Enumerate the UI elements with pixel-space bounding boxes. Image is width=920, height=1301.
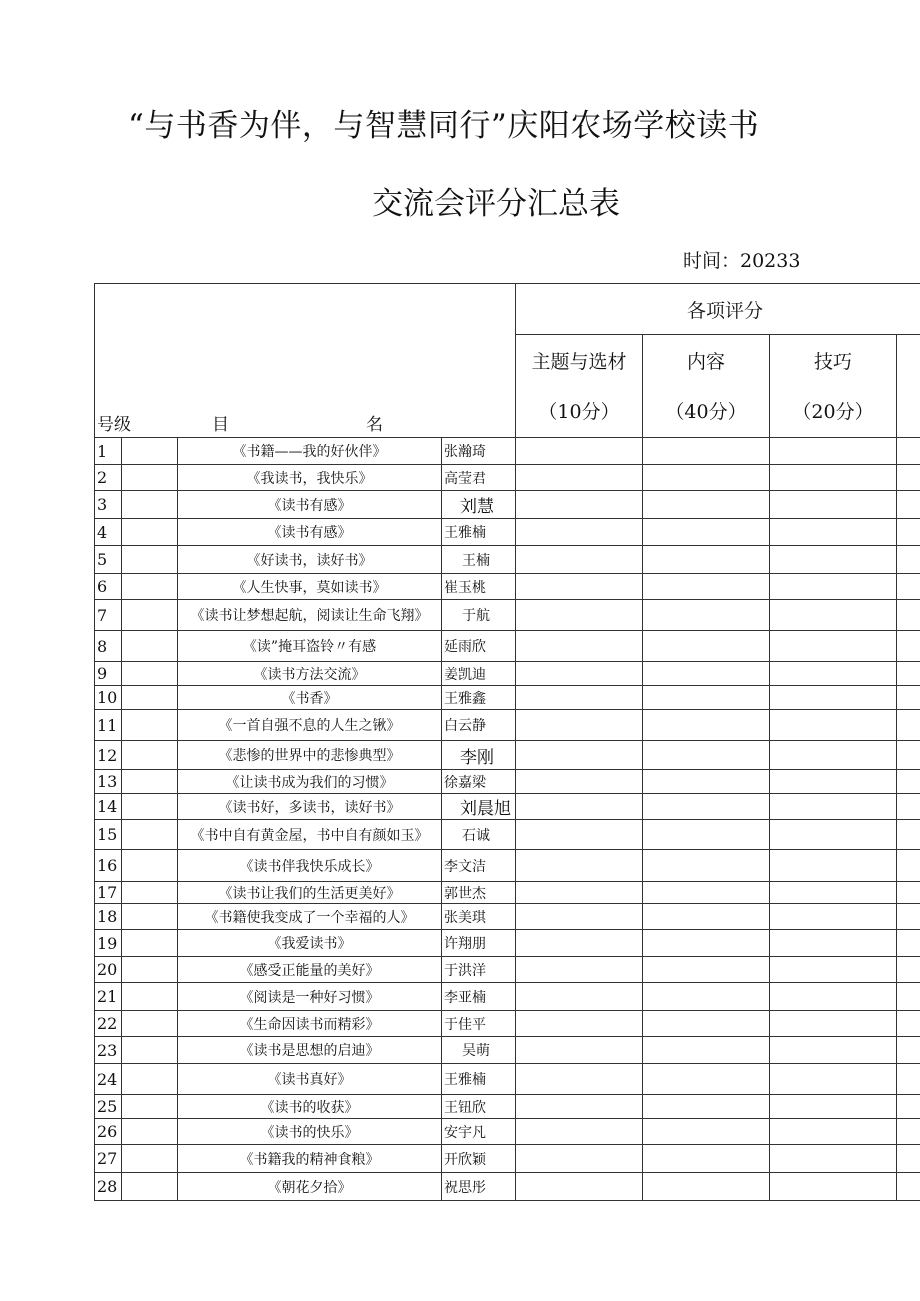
table-row: [95, 710, 920, 741]
row-number: 26: [95, 1119, 122, 1145]
score-content-cell: [643, 438, 770, 465]
row-name: 李亚楠: [442, 983, 516, 1011]
row-name: 吴萌: [442, 1037, 516, 1064]
score-content-cell: [643, 957, 770, 983]
score-more-cell: [897, 546, 920, 574]
header-criterion-more: [897, 335, 920, 438]
score-technique-cell: [770, 491, 897, 519]
header-name: 名: [366, 415, 383, 435]
score-topic-cell: [516, 662, 643, 686]
row-number: 13: [95, 770, 122, 794]
score-technique-cell: [770, 662, 897, 686]
row-title: 《阅读是一种好习惯》: [178, 983, 442, 1011]
row-class: [122, 1011, 178, 1037]
row-number: 6: [95, 574, 122, 600]
header-scores-group: 各项评分: [516, 284, 920, 335]
table-row: [95, 983, 920, 1011]
row-title: 《读”掩耳盗铃〃有感: [178, 631, 442, 662]
score-technique-cell: [770, 631, 897, 662]
score-content-cell: [643, 491, 770, 519]
score-technique-cell: [770, 741, 897, 770]
row-class: [122, 1119, 178, 1145]
score-more-cell: [897, 882, 920, 904]
table-row: [95, 600, 920, 631]
score-topic-cell: [516, 1095, 643, 1119]
row-title: 《读书是思想的启迪》: [178, 1037, 442, 1064]
row-title: 《感受正能量的美好》: [178, 957, 442, 983]
row-title: 《读书让梦想起航，阅读让生命飞翔》: [178, 600, 442, 631]
row-class: [122, 546, 178, 574]
row-class: [122, 1037, 178, 1064]
score-more-cell: [897, 631, 920, 662]
score-technique-cell: [770, 1145, 897, 1173]
score-content-cell: [643, 1011, 770, 1037]
score-content-cell: [643, 882, 770, 904]
row-name: 王楠: [442, 546, 516, 574]
row-name: 白云静: [442, 710, 516, 741]
row-class: [122, 794, 178, 820]
table-row: [95, 631, 920, 662]
row-title: 《读书真好》: [178, 1064, 442, 1095]
score-topic-cell: [516, 882, 643, 904]
row-name: 张美琪: [442, 904, 516, 930]
table-row: [95, 820, 920, 850]
row-number: 19: [95, 930, 122, 957]
header-no-class: 号级: [97, 415, 131, 435]
header-criterion-technique: 技巧 （20分）: [770, 335, 897, 438]
row-name: 郭世杰: [442, 882, 516, 904]
score-topic-cell: [516, 983, 643, 1011]
score-technique-cell: [770, 574, 897, 600]
score-technique-cell: [770, 1064, 897, 1095]
score-summary-table: [94, 283, 920, 1201]
score-topic-cell: [516, 1145, 643, 1173]
row-name: 于航: [442, 600, 516, 631]
score-topic-cell: [516, 770, 643, 794]
row-class: [122, 574, 178, 600]
table-row: [95, 741, 920, 770]
score-more-cell: [897, 1037, 920, 1064]
row-class: [122, 1095, 178, 1119]
row-title: 《读书有感》: [178, 519, 442, 546]
table-row: [95, 1145, 920, 1173]
row-class: [122, 600, 178, 631]
score-more-cell: [897, 850, 920, 882]
score-topic-cell: [516, 850, 643, 882]
row-class: [122, 686, 178, 710]
score-content-cell: [643, 1173, 770, 1201]
score-content-cell: [643, 1119, 770, 1145]
score-technique-cell: [770, 1011, 897, 1037]
score-topic-cell: [516, 820, 643, 850]
row-number: 16: [95, 850, 122, 882]
table-row: [95, 662, 920, 686]
row-class: [122, 1173, 178, 1201]
score-topic-cell: [516, 465, 643, 491]
row-name: 高莹君: [442, 465, 516, 491]
score-more-cell: [897, 957, 920, 983]
row-name: 祝思彤: [442, 1173, 516, 1201]
row-number: 18: [95, 904, 122, 930]
row-class: [122, 770, 178, 794]
row-class: [122, 465, 178, 491]
table-row: [95, 850, 920, 882]
score-content-cell: [643, 850, 770, 882]
score-content-cell: [643, 930, 770, 957]
score-content-cell: [643, 465, 770, 491]
score-content-cell: [643, 1145, 770, 1173]
row-number: 24: [95, 1064, 122, 1095]
row-number: 1: [95, 438, 122, 465]
row-title: 《一首自强不息的人生之锹》: [178, 710, 442, 741]
row-title: 《让读书成为我们的习惯》: [178, 770, 442, 794]
row-class: [122, 519, 178, 546]
row-class: [122, 957, 178, 983]
score-more-cell: [897, 930, 920, 957]
score-topic-cell: [516, 574, 643, 600]
score-more-cell: [897, 574, 920, 600]
table-row: [95, 1037, 920, 1064]
row-class: [122, 1145, 178, 1173]
row-class: [122, 904, 178, 930]
score-technique-cell: [770, 1173, 897, 1201]
score-topic-cell: [516, 904, 643, 930]
score-content-cell: [643, 1095, 770, 1119]
score-technique-cell: [770, 820, 897, 850]
row-title: 《书中自有黄金屋，书中自有颜如玉》: [178, 820, 442, 850]
row-class: [122, 983, 178, 1011]
score-content-cell: [643, 820, 770, 850]
row-number: 15: [95, 820, 122, 850]
score-technique-cell: [770, 770, 897, 794]
row-number: 3: [95, 491, 122, 519]
row-number: 14: [95, 794, 122, 820]
score-content-cell: [643, 546, 770, 574]
row-title: 《我爱读书》: [178, 930, 442, 957]
score-technique-cell: [770, 904, 897, 930]
score-technique-cell: [770, 794, 897, 820]
row-title: 《读书让我们的生活更美好》: [178, 882, 442, 904]
row-class: [122, 491, 178, 519]
row-title: 《读书方法交流》: [178, 662, 442, 686]
row-number: 7: [95, 600, 122, 631]
header-criterion-content: 内容 （40分）: [643, 335, 770, 438]
table-row: [95, 546, 920, 574]
row-name: 李文洁: [442, 850, 516, 882]
score-more-cell: [897, 983, 920, 1011]
row-number: 4: [95, 519, 122, 546]
score-topic-cell: [516, 710, 643, 741]
score-topic-cell: [516, 1064, 643, 1095]
row-name: 王雅鑫: [442, 686, 516, 710]
score-more-cell: [897, 904, 920, 930]
row-number: 10: [95, 686, 122, 710]
row-number: 17: [95, 882, 122, 904]
row-class: [122, 1064, 178, 1095]
score-more-cell: [897, 1095, 920, 1119]
table-row: [95, 1064, 920, 1095]
row-number: 25: [95, 1095, 122, 1119]
row-title: 《读书的快乐》: [178, 1119, 442, 1145]
row-class: [122, 850, 178, 882]
score-topic-cell: [516, 1011, 643, 1037]
table-row: [95, 882, 920, 904]
table-row: [95, 1095, 920, 1119]
row-name: 崔玉桃: [442, 574, 516, 600]
table-row: [95, 904, 920, 930]
score-technique-cell: [770, 600, 897, 631]
row-number: 9: [95, 662, 122, 686]
table-row: [95, 491, 920, 519]
row-title: 《读书的收获》: [178, 1095, 442, 1119]
table-row: [95, 770, 920, 794]
row-class: [122, 662, 178, 686]
score-topic-cell: [516, 631, 643, 662]
row-number: 5: [95, 546, 122, 574]
score-technique-cell: [770, 1095, 897, 1119]
score-technique-cell: [770, 1037, 897, 1064]
row-name: 许翔朋: [442, 930, 516, 957]
score-more-cell: [897, 1064, 920, 1095]
table-row: [95, 1173, 920, 1201]
row-title: 《书籍我的精神食粮》: [178, 1145, 442, 1173]
score-topic-cell: [516, 794, 643, 820]
score-content-cell: [643, 600, 770, 631]
score-content-cell: [643, 741, 770, 770]
date-label: 时间：20233: [683, 250, 801, 272]
score-technique-cell: [770, 1119, 897, 1145]
table-row: [95, 438, 920, 465]
document-title-line1: “与书香为伴，与智慧同行”庆阳农场学校读书: [128, 108, 760, 144]
row-name: 张瀚琦: [442, 438, 516, 465]
score-more-cell: [897, 794, 920, 820]
row-name: 王雅楠: [442, 519, 516, 546]
document-title-line2: 交流会评分汇总表: [372, 186, 620, 222]
row-title: 《读书好，多读书，读好书》: [178, 794, 442, 820]
row-number: 8: [95, 631, 122, 662]
table-row: [95, 794, 920, 820]
score-technique-cell: [770, 850, 897, 882]
row-name: 安宇凡: [442, 1119, 516, 1145]
row-class: [122, 820, 178, 850]
row-name: 刘晨旭: [442, 794, 516, 820]
row-name: 王钮欣: [442, 1095, 516, 1119]
score-content-cell: [643, 1037, 770, 1064]
score-content-cell: [643, 770, 770, 794]
row-name: 李刚: [442, 741, 516, 770]
score-technique-cell: [770, 882, 897, 904]
score-more-cell: [897, 770, 920, 794]
row-title: 《读书有感》: [178, 491, 442, 519]
score-topic-cell: [516, 1119, 643, 1145]
row-name: 徐嘉梁: [442, 770, 516, 794]
score-technique-cell: [770, 465, 897, 491]
score-content-cell: [643, 1064, 770, 1095]
row-name: 刘慧: [442, 491, 516, 519]
score-more-cell: [897, 710, 920, 741]
row-class: [122, 438, 178, 465]
row-title: 《书香》: [178, 686, 442, 710]
row-class: [122, 710, 178, 741]
row-number: 27: [95, 1145, 122, 1173]
score-topic-cell: [516, 1037, 643, 1064]
score-more-cell: [897, 491, 920, 519]
score-topic-cell: [516, 1173, 643, 1201]
score-topic-cell: [516, 519, 643, 546]
score-more-cell: [897, 741, 920, 770]
score-more-cell: [897, 1173, 920, 1201]
row-name: 于佳平: [442, 1011, 516, 1037]
row-title: 《书籍使我变成了一个幸福的人》: [178, 904, 442, 930]
table-row: [95, 574, 920, 600]
row-class: [122, 930, 178, 957]
score-technique-cell: [770, 519, 897, 546]
row-title: 《读书伴我快乐成长》: [178, 850, 442, 882]
row-class: [122, 631, 178, 662]
score-more-cell: [897, 1145, 920, 1173]
score-more-cell: [897, 600, 920, 631]
score-content-cell: [643, 794, 770, 820]
score-topic-cell: [516, 600, 643, 631]
score-content-cell: [643, 983, 770, 1011]
score-technique-cell: [770, 438, 897, 465]
row-name: 延雨欣: [442, 631, 516, 662]
row-name: 王雅楠: [442, 1064, 516, 1095]
score-content-cell: [643, 519, 770, 546]
header-criterion-topic: 主题与选材 （10分）: [516, 335, 643, 438]
score-technique-cell: [770, 983, 897, 1011]
table-row: [95, 686, 920, 710]
score-topic-cell: [516, 741, 643, 770]
score-topic-cell: [516, 957, 643, 983]
table-row: [95, 1119, 920, 1145]
score-more-cell: [897, 438, 920, 465]
score-topic-cell: [516, 930, 643, 957]
row-title: 《我读书，我快乐》: [178, 465, 442, 491]
score-topic-cell: [516, 491, 643, 519]
score-technique-cell: [770, 546, 897, 574]
score-technique-cell: [770, 957, 897, 983]
score-topic-cell: [516, 546, 643, 574]
score-more-cell: [897, 465, 920, 491]
score-topic-cell: [516, 686, 643, 710]
row-class: [122, 741, 178, 770]
row-number: 20: [95, 957, 122, 983]
score-content-cell: [643, 686, 770, 710]
score-content-cell: [643, 574, 770, 600]
table-row: [95, 930, 920, 957]
score-topic-cell: [516, 438, 643, 465]
row-title: 《悲惨的世界中的悲惨典型》: [178, 741, 442, 770]
score-more-cell: [897, 686, 920, 710]
score-more-cell: [897, 662, 920, 686]
row-title: 《好读书，读好书》: [178, 546, 442, 574]
score-content-cell: [643, 662, 770, 686]
row-name: 石诚: [442, 820, 516, 850]
score-more-cell: [897, 1011, 920, 1037]
row-title: 《生命因读书而精彩》: [178, 1011, 442, 1037]
table-row: [95, 1011, 920, 1037]
score-technique-cell: [770, 930, 897, 957]
score-content-cell: [643, 710, 770, 741]
row-class: [122, 882, 178, 904]
row-title: 《书籍——我的好伙伴》: [178, 438, 442, 465]
score-more-cell: [897, 820, 920, 850]
row-number: 11: [95, 710, 122, 741]
row-number: 23: [95, 1037, 122, 1064]
header-number-title-name: [95, 284, 516, 438]
row-number: 21: [95, 983, 122, 1011]
score-technique-cell: [770, 686, 897, 710]
row-number: 12: [95, 741, 122, 770]
row-name: 姜凯迪: [442, 662, 516, 686]
table-row: [95, 465, 920, 491]
row-title: 《人生快事，莫如读书》: [178, 574, 442, 600]
table-row: [95, 957, 920, 983]
row-number: 22: [95, 1011, 122, 1037]
row-number: 2: [95, 465, 122, 491]
score-technique-cell: [770, 710, 897, 741]
score-content-cell: [643, 631, 770, 662]
row-number: 28: [95, 1173, 122, 1201]
header-title: 目: [212, 415, 229, 435]
table-row: [95, 519, 920, 546]
score-more-cell: [897, 1119, 920, 1145]
row-name: 开欣颖: [442, 1145, 516, 1173]
row-title: 《朝花夕拾》: [178, 1173, 442, 1201]
score-more-cell: [897, 519, 920, 546]
row-name: 于洪洋: [442, 957, 516, 983]
score-content-cell: [643, 904, 770, 930]
